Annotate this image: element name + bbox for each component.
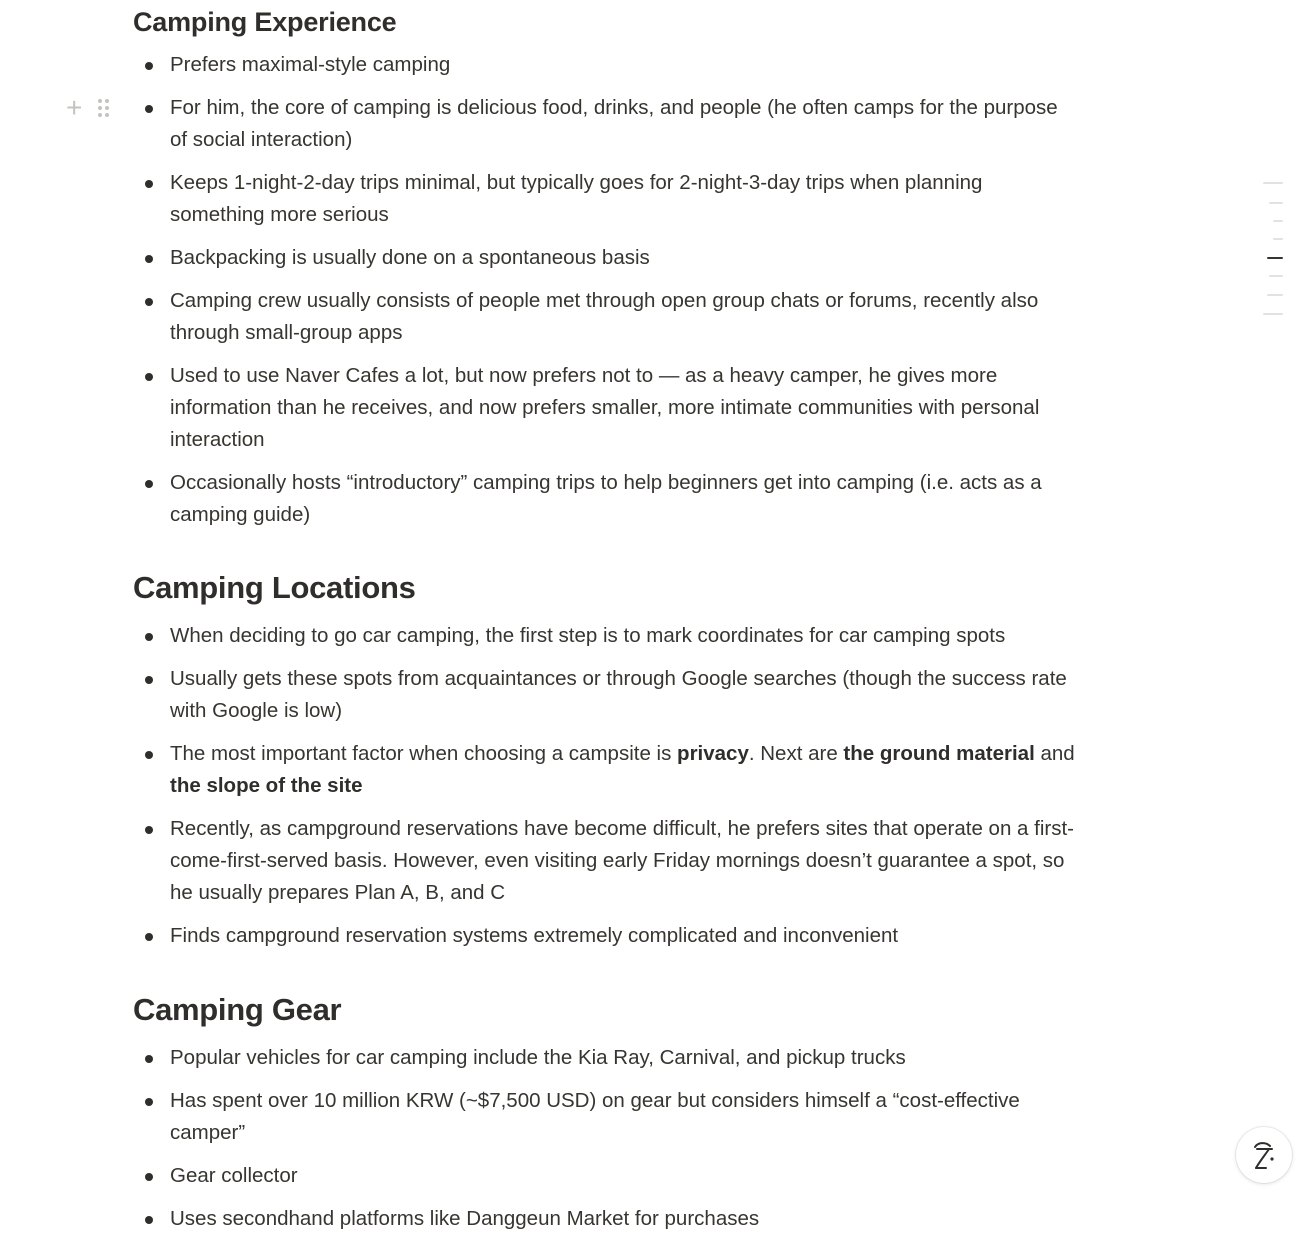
toc-entry[interactable]	[1269, 275, 1283, 277]
list-item: When deciding to go car camping, the first step is to mark coordinates for car camping spots	[133, 620, 1078, 652]
toc-entry[interactable]	[1263, 313, 1283, 315]
list-item	[133, 738, 1078, 802]
toc-entry[interactable]	[1267, 294, 1283, 296]
list-item: Occasionally hosts “introductory” camping trips to help beginners get into camping (i.e. acts as a camping guide)	[133, 467, 1078, 531]
rich-text: and	[1034, 742, 1075, 765]
drag-handle-icon[interactable]	[98, 99, 110, 117]
toc-entry[interactable]	[1263, 182, 1283, 184]
gear-list	[133, 1042, 1078, 1246]
block-handle	[64, 92, 116, 123]
list-item: For him, the core of camping is delicious food, drinks, and people (he often camps for the purpose of social interaction)	[133, 92, 1078, 156]
rich-text: The most important factor when choosing a campsite is	[170, 742, 678, 765]
list-item: Prefers maximal-style camping	[133, 49, 1078, 81]
toc-entry[interactable]	[1273, 238, 1283, 240]
list-item: Gear collector	[133, 1160, 1078, 1192]
list-item: Popular vehicles for car camping include the Kia Ray, Carnival, and pickup trucks	[133, 1042, 1078, 1074]
list-item: Finds campground reservation systems extremely complicated and inconvenient	[133, 920, 1078, 952]
bold-text: the slope of the site	[170, 774, 363, 797]
assistant-button[interactable]	[1236, 1127, 1292, 1183]
list-item: Recently, as campground reservations have become difficult, he prefers sites that operate on a first-come-first-served basis. However, even visiting early Friday mornings doesn’t guarantee a spot, so he usually prepares Plan A, B, and C	[133, 813, 1078, 909]
list-item: Usually gets these spots from acquaintances or through Google searches (though the success rate with Google is low)	[133, 663, 1078, 727]
section-heading-experience: Camping Experience	[133, 7, 397, 37]
rich-text: . Next are	[748, 742, 844, 765]
toc-entry[interactable]	[1269, 202, 1283, 204]
list-item: Has spent over 10 million KRW (~$7,500 USD) on gear but considers himself a “cost-effective camper”	[133, 1085, 1078, 1149]
list-item: Keeps 1-night-2-day trips minimal, but typically goes for 2-night-3-day trips when planning something more serious	[133, 167, 1078, 231]
section-heading-locations: Camping Locations	[133, 570, 416, 605]
toc-entry-active[interactable]	[1267, 257, 1283, 259]
list-item: Uses secondhand platforms like Danggeun Market for purchases	[133, 1203, 1078, 1235]
list-item: Camping crew usually consists of people met through open group chats or forums, recently also through small-group apps	[133, 285, 1078, 349]
toc-entry[interactable]	[1273, 220, 1283, 222]
list-item: Used to use Naver Cafes a lot, but now prefers not to — as a heavy camper, he gives more information than he receives, and now prefers smaller, more intimate communities with personal interaction	[133, 360, 1078, 456]
bold-text: the ground material	[843, 742, 1035, 765]
assistant-icon	[1250, 1139, 1278, 1171]
locations-list	[133, 620, 1078, 963]
add-block-icon[interactable]: +	[66, 92, 83, 123]
list-item: Backpacking is usually done on a spontaneous basis	[133, 242, 1078, 274]
section-heading-gear: Camping Gear	[133, 992, 342, 1027]
bold-text: privacy	[677, 742, 749, 765]
experience-list	[133, 49, 1078, 542]
